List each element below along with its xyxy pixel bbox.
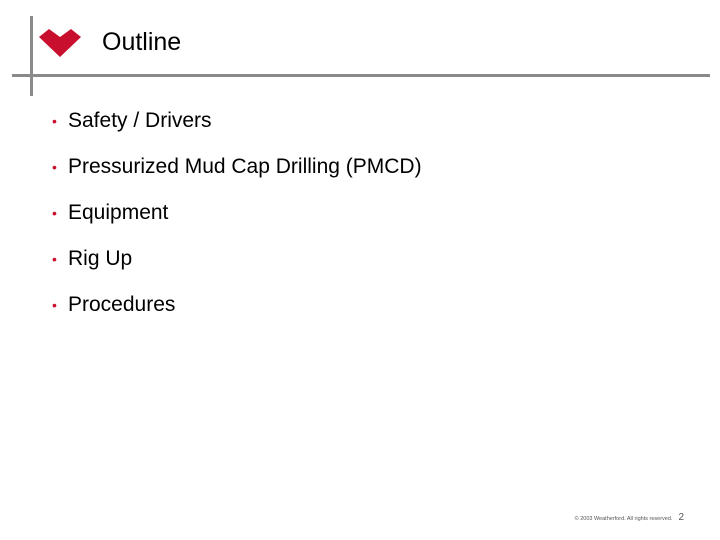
horizontal-rule	[12, 74, 710, 77]
bullet-text: Safety / Drivers	[68, 109, 212, 132]
bullet-text: Rig Up	[68, 247, 133, 270]
bullet-item	[52, 282, 422, 328]
copyright-notice: © 2003 Weatherford. All rights reserved.	[574, 516, 673, 522]
bullet-list	[52, 98, 422, 328]
slide-title: Outline	[102, 28, 182, 56]
weatherford-logo-icon	[38, 27, 82, 59]
bullet-item	[52, 98, 422, 144]
slide-footer	[575, 512, 684, 523]
bullet-marker: •	[52, 113, 57, 129]
bullet-marker: •	[52, 297, 57, 313]
page-number: 2	[678, 512, 684, 523]
bullet-text: Equipment	[68, 201, 169, 224]
bullet-text: Procedures	[68, 293, 176, 316]
vertical-rule	[30, 16, 33, 96]
bullet-item	[52, 236, 422, 282]
bullet-marker: •	[52, 205, 57, 221]
bullet-text: Pressurized Mud Cap Drilling (PMCD)	[68, 155, 422, 178]
bullet-marker: •	[52, 159, 57, 175]
bullet-item	[52, 144, 422, 190]
bullet-marker: •	[52, 251, 57, 267]
bullet-item	[52, 190, 422, 236]
